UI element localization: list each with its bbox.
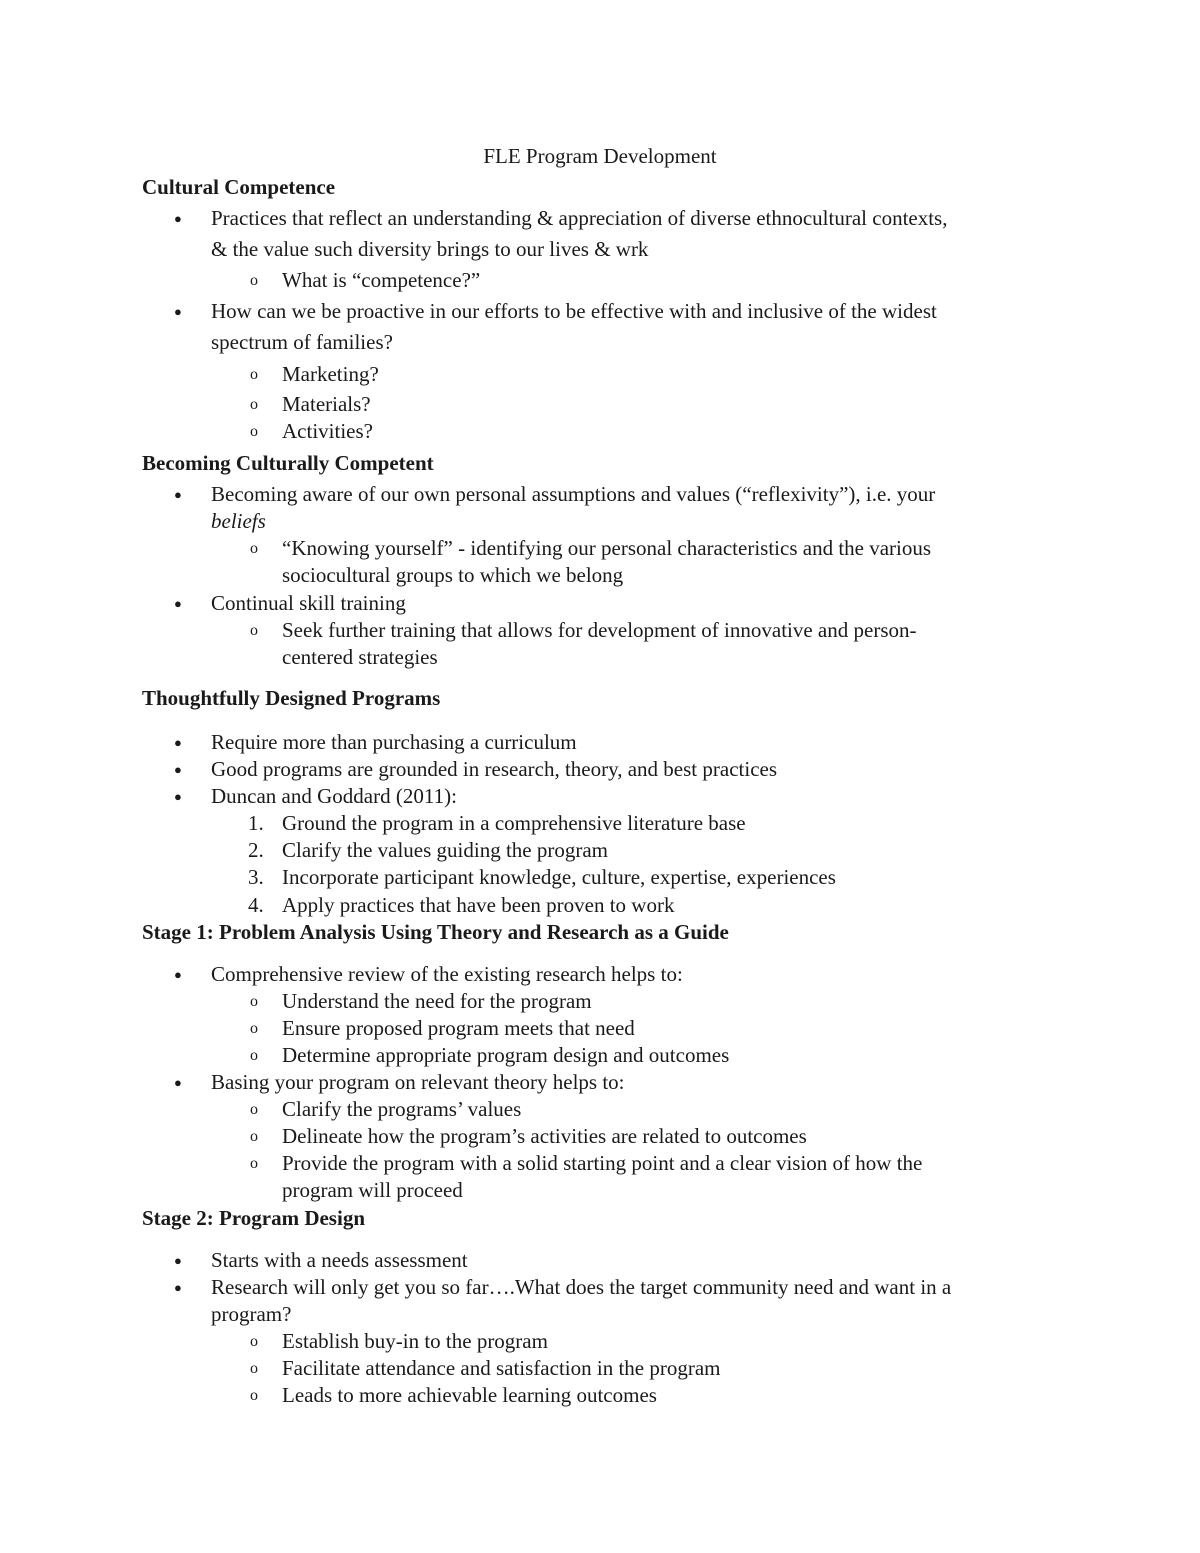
list-item: ● Continual skill training (174, 591, 406, 615)
list-item: ● Duncan and Goddard (2011): (174, 784, 457, 808)
heading-thoughtfully-designed-programs: Thoughtfully Designed Programs (142, 686, 441, 710)
sub-bullet-icon: o (250, 1155, 258, 1172)
list-item: o What is “competence?” (250, 268, 481, 292)
list-item: o Clarify the programs’ values (250, 1097, 522, 1121)
sub-bullet-icon: o (250, 1360, 258, 1377)
sub-bullet-icon: o (250, 1333, 258, 1350)
list-item: o Facilitate attendance and satisfaction in the program (250, 1356, 721, 1380)
list-item: o Leads to more achievable learning outcomes (250, 1383, 657, 1407)
bullet-icon: ● (174, 304, 182, 319)
bullet-icon: ● (174, 789, 182, 804)
list-item: o Delineate how the program’s activities are related to outcomes (250, 1124, 807, 1148)
sub-bullet-icon: o (250, 1101, 258, 1118)
sub-bullet-icon: o (250, 366, 258, 383)
list-item: o Materials? (250, 392, 371, 416)
list-item: o Marketing? (250, 362, 379, 386)
numbered-item: 4. Apply practices that have been proven to work (248, 893, 675, 917)
page-title: FLE Program Development (483, 144, 717, 168)
bullet-icon: ● (174, 967, 182, 982)
sub-bullet-icon: o (250, 1020, 258, 1037)
heading-stage-2: Stage 2: Program Design (142, 1206, 365, 1230)
list-item: o Ensure proposed program meets that need (250, 1016, 635, 1040)
list-item: o Understand the need for the program (250, 989, 592, 1013)
list-item: o “Knowing yourself” - identifying our personal characteristics and the various sociocultural groups to which we belong (250, 536, 932, 587)
sub-bullet-icon: o (250, 993, 258, 1010)
sub-bullet-icon: o (250, 396, 258, 413)
list-item: ● Basing your program on relevant theory helps to: (174, 1070, 625, 1094)
bullet-icon: ● (174, 735, 182, 750)
heading-becoming-culturally-competent: Becoming Culturally Competent (142, 451, 434, 475)
bullet-icon: ● (174, 1075, 182, 1090)
list-item: ● How can we be proactive in our efforts to be effective with and inclusive of the widest spectrum of families? (174, 299, 937, 354)
list-item: o Seek further training that allows for development of innovative and person- centered strategies (250, 618, 917, 669)
list-item: ● Comprehensive review of the existing research helps to: (174, 962, 683, 986)
list-number: 3. (248, 865, 264, 889)
bullet-icon: ● (174, 487, 182, 502)
sub-bullet-icon: o (250, 540, 258, 557)
bullet-icon: ● (174, 1280, 182, 1295)
bullet-icon: ● (174, 211, 182, 226)
list-item: ● Practices that reflect an understanding & appreciation of diverse ethnocultural contexts, & the value such diversity brings to our lives & wrk (174, 206, 948, 261)
sub-bullet-icon: o (250, 272, 258, 289)
list-item: ● Research will only get you so far….What does the target community need and want in a program? (174, 1275, 952, 1326)
numbered-item: 3. Incorporate participant knowledge, culture, expertise, experiences (248, 865, 836, 889)
heading-stage-1: Stage 1: Problem Analysis Using Theory and Research as a Guide (142, 920, 729, 944)
list-item: ● Becoming aware of our own personal assumptions and values (“reflexivity”), i.e. your beliefs (174, 482, 936, 533)
sub-bullet-icon: o (250, 1047, 258, 1064)
sub-bullet-icon: o (250, 423, 258, 440)
bullet-icon: ● (174, 596, 182, 611)
list-item: ● Good programs are grounded in research, theory, and best practices (174, 757, 778, 781)
list-item: o Determine appropriate program design and outcomes (250, 1043, 730, 1067)
heading-cultural-competence: Cultural Competence (142, 175, 336, 199)
bullet-icon: ● (174, 762, 182, 777)
numbered-item: 1. Ground the program in a comprehensive literature base (248, 811, 746, 835)
list-number: 1. (248, 811, 264, 835)
sub-bullet-icon: o (250, 1128, 258, 1145)
list-number: 2. (248, 838, 264, 862)
list-item: o Activities? (250, 419, 373, 443)
list-number: 4. (248, 893, 264, 917)
sub-bullet-icon: o (250, 1387, 258, 1404)
list-item: ● Require more than purchasing a curriculum (174, 730, 577, 754)
sub-bullet-icon: o (250, 622, 258, 639)
list-item: ● Starts with a needs assessment (174, 1248, 468, 1272)
numbered-item: 2. Clarify the values guiding the program (248, 838, 609, 862)
list-item: o Establish buy-in to the program (250, 1329, 548, 1353)
list-item: o Provide the program with a solid starting point and a clear vision of how the program will proceed (250, 1151, 923, 1202)
bullet-icon: ● (174, 1253, 182, 1268)
